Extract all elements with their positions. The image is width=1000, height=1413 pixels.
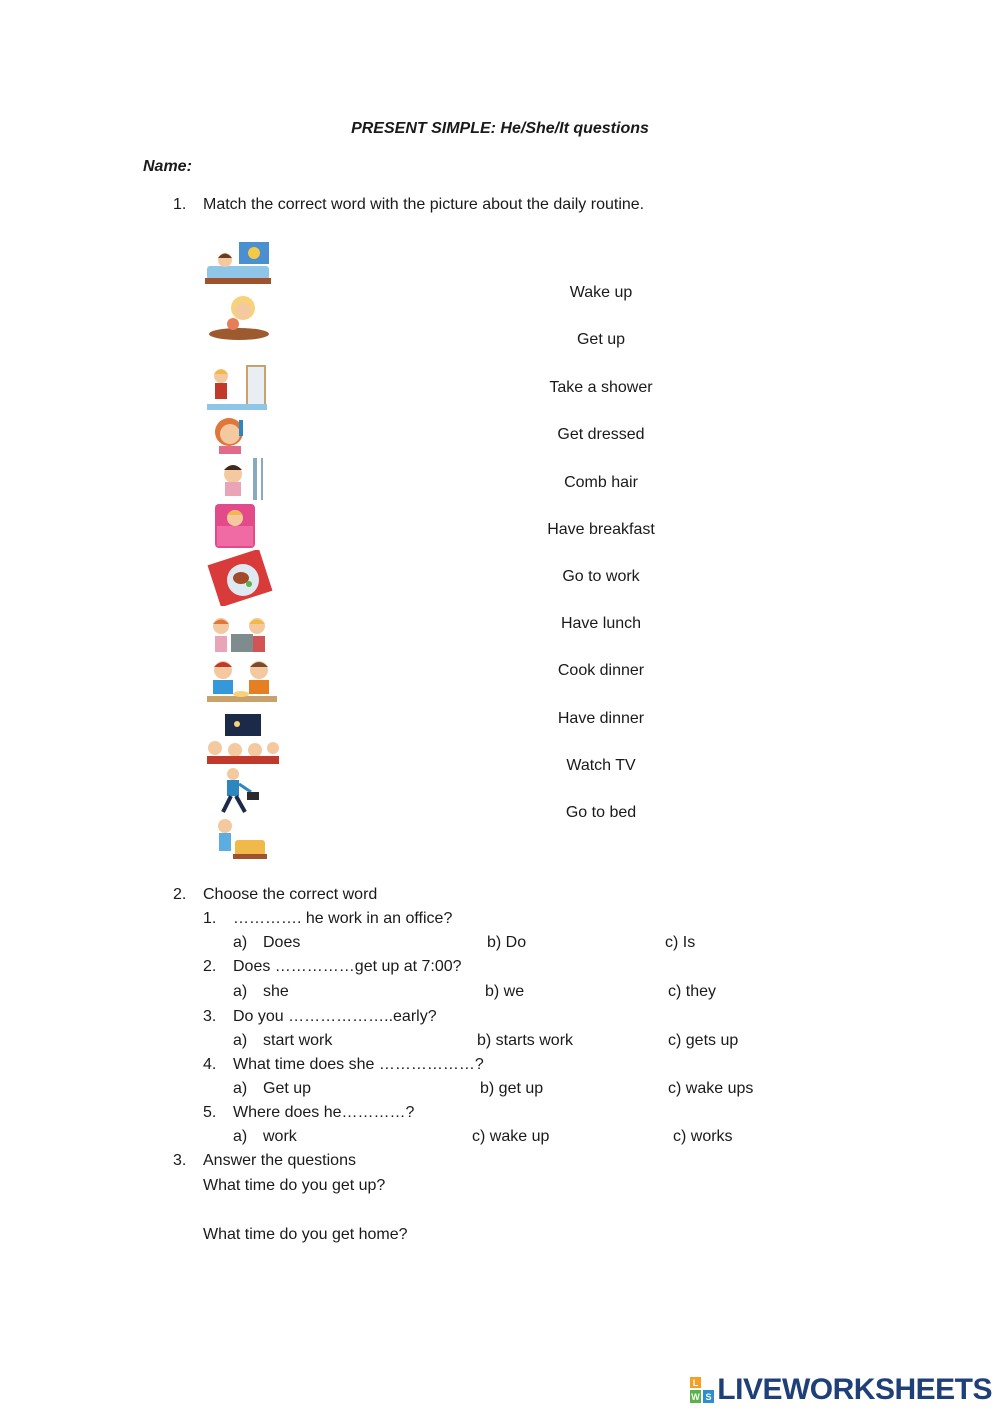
question-text: Where does he…………? <box>233 1104 415 1121</box>
option-a: Does <box>263 934 301 951</box>
question-number: 1. <box>203 910 217 927</box>
answer-question: What time do you get up? <box>203 1177 386 1194</box>
answer-question: What time do you get home? <box>203 1226 408 1243</box>
option-a-letter: a) <box>233 1032 248 1049</box>
page-title: PRESENT SIMPLE: He/She/It questions <box>351 120 649 137</box>
svg-text:W: W <box>691 1392 701 1402</box>
option-a-letter: a) <box>233 1080 248 1097</box>
option-a: she <box>263 983 289 1000</box>
option-a: work <box>263 1128 297 1145</box>
girl-in-bed-picture <box>203 500 281 550</box>
match-word: Have lunch <box>560 615 642 632</box>
option-c: c) gets up <box>668 1032 739 1049</box>
match-word: Cook dinner <box>557 662 645 679</box>
match-word: Have dinner <box>557 710 645 727</box>
section2-instruction: Choose the correct word <box>203 886 378 903</box>
taking-shower-picture <box>203 456 281 502</box>
svg-text:L: L <box>693 1378 699 1388</box>
liveworksheets-logo[interactable] <box>690 1373 992 1407</box>
option-c: c) works <box>673 1128 733 1145</box>
option-b: c) wake up <box>472 1128 550 1145</box>
kids-eating-lunch-picture <box>203 656 281 714</box>
section3-number: 3. <box>173 1152 187 1169</box>
section1-number: 1. <box>173 196 187 213</box>
match-word: Get up <box>576 331 626 348</box>
name-label: Name: <box>143 158 192 175</box>
match-word: Go to work <box>562 568 640 585</box>
option-b: b) Do <box>487 934 527 951</box>
liveworksheets-logo-text: LIVEWORKSHEETS <box>717 1373 992 1406</box>
section1-instruction: Match the correct word with the picture about the daily routine. <box>203 196 645 213</box>
question-number: 5. <box>203 1104 217 1121</box>
section3-instruction: Answer the questions <box>203 1152 356 1169</box>
match-word: Watch TV <box>566 757 636 774</box>
getting-dressed-at-mirror-picture <box>203 364 281 416</box>
question-text: Do you ………………..early? <box>233 1008 437 1025</box>
plate-of-food-picture <box>203 550 281 606</box>
liveworksheets-logo-icon <box>690 1377 714 1403</box>
man-going-to-work-picture <box>203 766 281 818</box>
eating-at-table-picture <box>203 292 281 344</box>
option-a: Get up <box>263 1080 312 1097</box>
match-word: Have breakfast <box>547 521 655 538</box>
question-text: Does ……………get up at 7:00? <box>233 958 462 975</box>
family-watching-tv-picture <box>203 712 281 766</box>
match-word: Go to bed <box>565 804 637 821</box>
waking-up-in-bed-picture <box>203 240 281 290</box>
girl-combing-hair-picture <box>203 412 281 456</box>
option-c: c) Is <box>665 934 696 951</box>
question-text: …………. he work in an office? <box>233 910 453 927</box>
svg-text:S: S <box>705 1392 712 1402</box>
question-number: 3. <box>203 1008 217 1025</box>
option-a-letter: a) <box>233 983 248 1000</box>
match-word: Comb hair <box>564 474 638 491</box>
section2-number: 2. <box>173 886 187 903</box>
option-a-letter: a) <box>233 934 248 951</box>
match-word: Take a shower <box>549 379 653 396</box>
people-cooking-picture <box>203 610 281 660</box>
option-a: start work <box>263 1032 333 1049</box>
man-going-to-bed-picture <box>203 816 281 862</box>
question-text: What time does she ………………? <box>233 1056 484 1073</box>
option-b: b) starts work <box>477 1032 574 1049</box>
option-b: b) get up <box>480 1080 544 1097</box>
match-word: Wake up <box>569 284 633 301</box>
match-word: Get dressed <box>557 426 645 443</box>
option-b: b) we <box>485 983 525 1000</box>
question-number: 2. <box>203 958 217 975</box>
question-number: 4. <box>203 1056 217 1073</box>
option-c: c) they <box>668 983 717 1000</box>
option-a-letter: a) <box>233 1128 248 1145</box>
option-c: c) wake ups <box>668 1080 754 1097</box>
